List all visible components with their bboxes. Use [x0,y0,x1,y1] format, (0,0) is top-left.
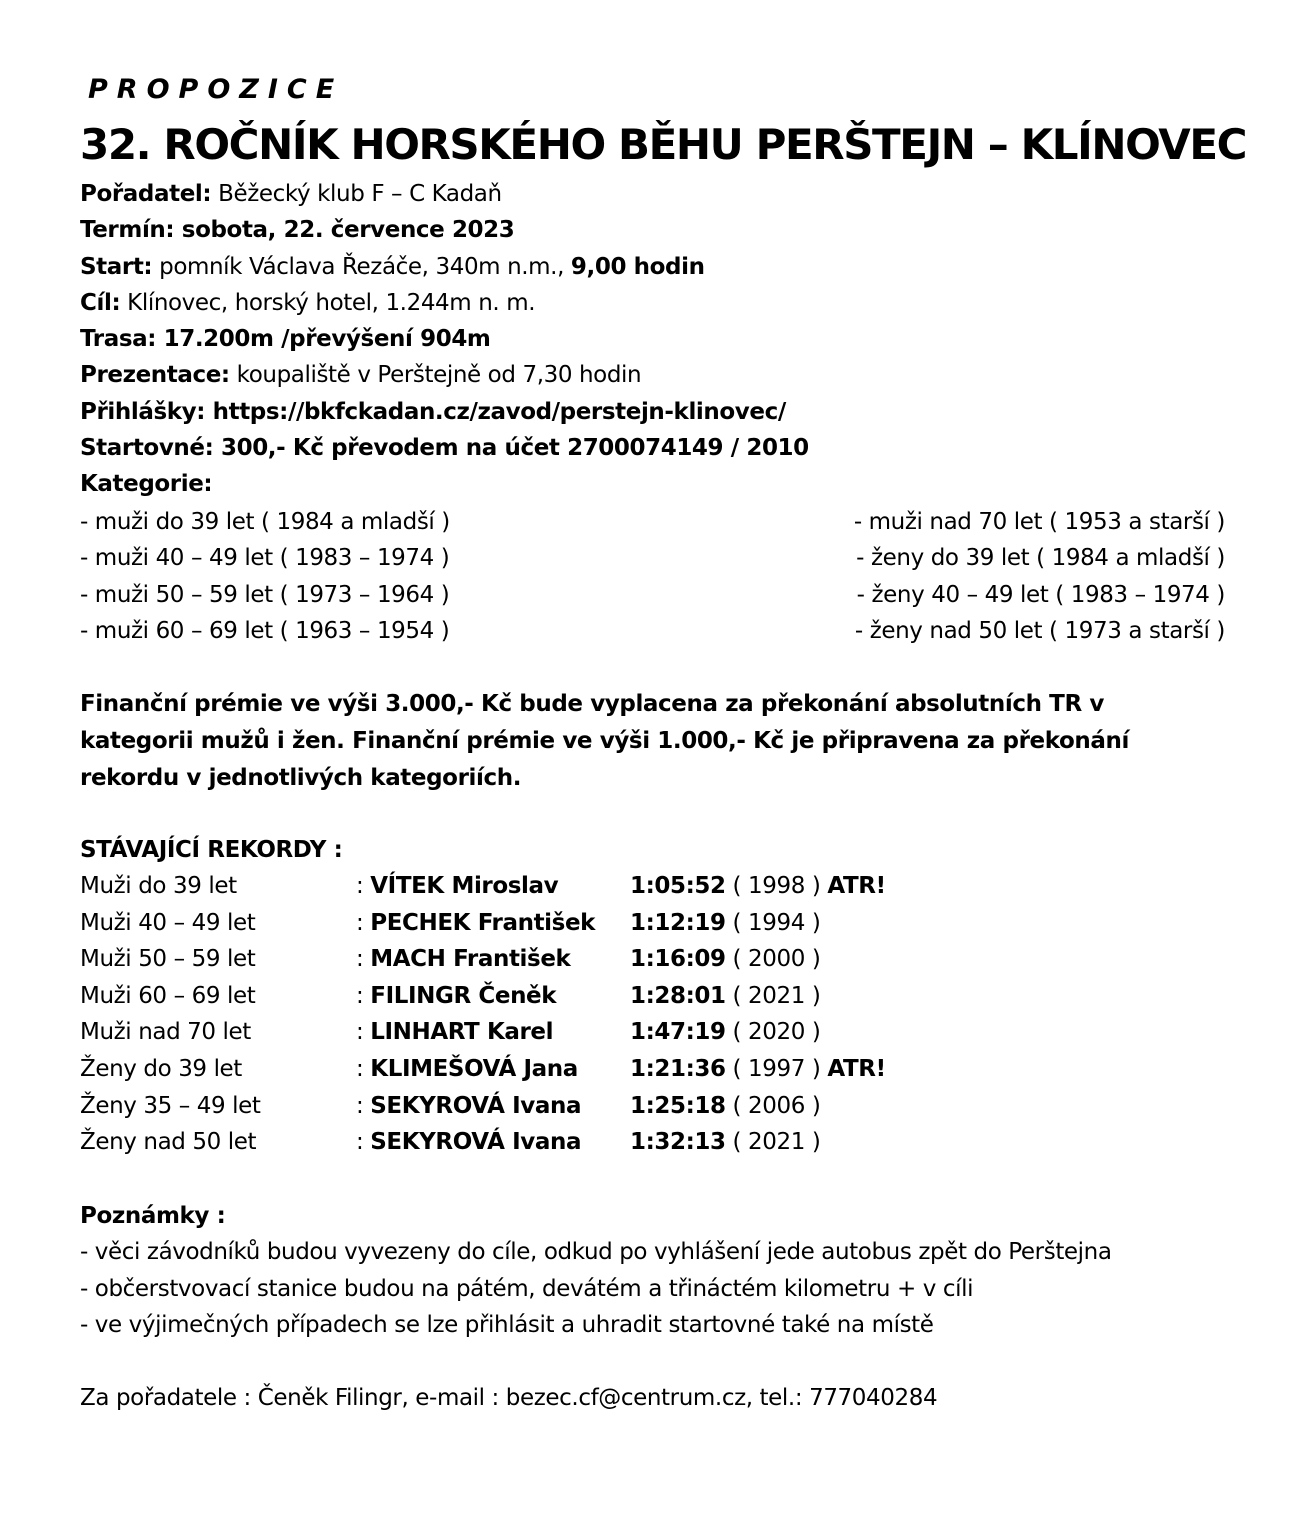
record-holder-name: FILINGR Čeněk [370,982,557,1009]
record-time-cell [630,1051,886,1088]
record-time-cell [630,1124,820,1161]
fee-line [80,430,1260,466]
categories-list [80,504,1225,649]
record-time: 1:16:09 [630,946,726,973]
records-table [80,868,980,1161]
start-value: pomník Václava Řezáče, 340m n.m., [152,253,571,280]
organizer-value: Běžecký klub F – C Kadaň [211,181,502,207]
record-holder: : MACH František [356,946,571,973]
notes-title: Poznámky : [80,1203,226,1229]
record-row [80,1088,980,1125]
record-category: Ženy do 39 let [80,1055,242,1082]
contact-footer: Za pořadatele : Čeněk Filingr, e-mail : bezec.cf@centrum.cz, tel.: 777040284 [80,1385,938,1411]
record-time: 1:25:18 [630,1092,726,1119]
record-row [80,905,980,942]
record-year: ( 2006 ) [725,1092,821,1119]
record-time-cell [630,941,820,978]
record-time-cell [630,978,820,1015]
record-holder: : PECHEK František [356,909,596,936]
record-time: 1:47:19 [630,1019,726,1046]
record-row [80,1051,980,1088]
start-line [80,249,1260,285]
record-time-cell [630,1088,820,1125]
record-time-cell [630,1014,820,1051]
record-note: ATR! [827,873,886,899]
record-holder-name: KLIMEŠOVÁ Jana [370,1055,578,1082]
category-left: - muži 40 – 49 let ( 1983 – 1974 ) [80,545,450,572]
record-row [80,978,980,1015]
category-left: - muži 60 – 69 let ( 1963 – 1954 ) [80,617,450,644]
record-category: Muži nad 70 let [80,1019,251,1046]
record-row [80,1124,980,1161]
record-year: ( 1997 ) [725,1055,828,1082]
record-holder: : KLIMEŠOVÁ Jana [356,1055,578,1082]
record-holder-name: PECHEK František [370,909,596,936]
category-left: - muži 50 – 59 let ( 1973 – 1964 ) [80,581,450,608]
finish-line [80,285,1260,321]
document-title: 32. ROČNÍK HORSKÉHO BĚHU PERŠTEJN – KLÍNOVEC [80,120,1247,169]
record-time: 1:21:36 [630,1055,726,1082]
record-category: Muži 40 – 49 let [80,909,256,936]
record-time: 1:32:13 [630,1129,726,1156]
category-right: - muži nad 70 let ( 1953 a starší ) [853,509,1225,535]
record-category: Ženy nad 50 let [80,1129,257,1156]
registration-label: Prezentace: [80,362,230,389]
record-row [80,941,980,978]
date-text: Termín: sobota, 22. července 2023 [80,217,515,244]
record-holder: : LINHART Karel [356,1019,554,1046]
start-label: Start: [80,253,153,280]
note-item: - ve výjimečných případech se lze přihlásit a uhradit startovné také na místě [80,1312,934,1338]
category-row [80,613,1225,649]
prize-paragraph: Finanční prémie ve výši 3.000,- Kč bude vyplacena za překonání absolutních TR v kategorii mužů i žen. Finanční prémie ve výši 1.000,- Kč je připravena za překonání rekordu v jednotlivých kategoriích. [80,691,1129,791]
record-holder-name: LINHART Karel [370,1019,554,1046]
record-category: Muži 60 – 69 let [80,982,256,1009]
record-holder-name: SEKYROVÁ Ivana [370,1129,582,1156]
record-holder: : FILINGR Čeněk [356,982,557,1009]
registration-line [80,357,1260,393]
organizer-label: Pořadatel: [80,181,212,207]
record-year: ( 1998 ) [725,873,828,899]
record-time: 1:05:52 [630,873,726,899]
route-text: Trasa: 17.200m /převýšení 904m [80,326,491,353]
notes-list [80,1234,1240,1344]
categories-label: Kategorie: [80,471,213,498]
document-supertitle: PROPOZICE [88,74,344,105]
record-year: ( 2000 ) [725,946,821,973]
record-time: 1:12:19 [630,909,726,936]
event-info [80,176,1260,503]
fee-text: Startovné: 300,- Kč převodem na účet 2700074149 / 2010 [80,435,809,462]
records-title: STÁVAJÍCÍ REKORDY : [80,837,343,863]
record-holder: : SEKYROVÁ Ivana [356,1129,582,1156]
date-line [80,212,1260,248]
applications-line [80,394,1260,430]
category-row [80,540,1225,576]
record-note: ATR! [827,1055,886,1082]
note-item: - věci závodníků budou vyvezeny do cíle, odkud po vyhlášení jede autobus zpět do Perštejna [80,1239,1112,1265]
note-item: - občerstvovací stanice budou na pátém, devátém a třináctém kilometru + v cíli [80,1275,974,1302]
finish-value: Klínovec, horský hotel, 1.244m n. m. [120,289,536,316]
category-right: - ženy nad 50 let ( 1973 a starší ) [854,617,1225,644]
start-time: 9,00 hodin [570,253,705,280]
record-year: ( 2021 ) [725,982,821,1009]
record-category: Muži 50 – 59 let [80,946,256,973]
category-left: - muži do 39 let ( 1984 a mladší ) [80,509,450,535]
applications-text: Přihlášky: https://bkfckadan.cz/zavod/perstejn-klinovec/ [80,398,786,425]
record-time: 1:28:01 [630,982,726,1009]
record-holder: : SEKYROVÁ Ivana [356,1092,582,1119]
record-holder-name: MACH František [370,946,571,973]
category-row [80,577,1225,613]
record-row [80,1014,980,1051]
record-time-cell [630,905,820,942]
record-time-cell [630,868,886,905]
record-year: ( 1994 ) [725,909,821,936]
category-right: - ženy 40 – 49 let ( 1983 – 1974 ) [856,581,1225,608]
organizer-line [80,176,1260,212]
category-row [80,504,1225,540]
record-category: Muži do 39 let [80,873,237,899]
route-line [80,321,1260,357]
registration-value: koupaliště v Perštejně od 7,30 hodin [229,362,642,389]
record-year: ( 2020 ) [725,1019,821,1046]
record-row [80,868,980,905]
record-category: Ženy 35 – 49 let [80,1092,261,1119]
record-holder-name: SEKYROVÁ Ivana [370,1092,582,1119]
categories-label-line [80,466,1260,502]
record-holder-name: VÍTEK Miroslav [370,873,559,899]
category-right: - ženy do 39 let ( 1984 a mladší ) [856,545,1225,572]
record-holder: : VÍTEK Miroslav [356,873,559,899]
record-year: ( 2021 ) [725,1129,821,1156]
finish-label: Cíl: [80,289,121,316]
